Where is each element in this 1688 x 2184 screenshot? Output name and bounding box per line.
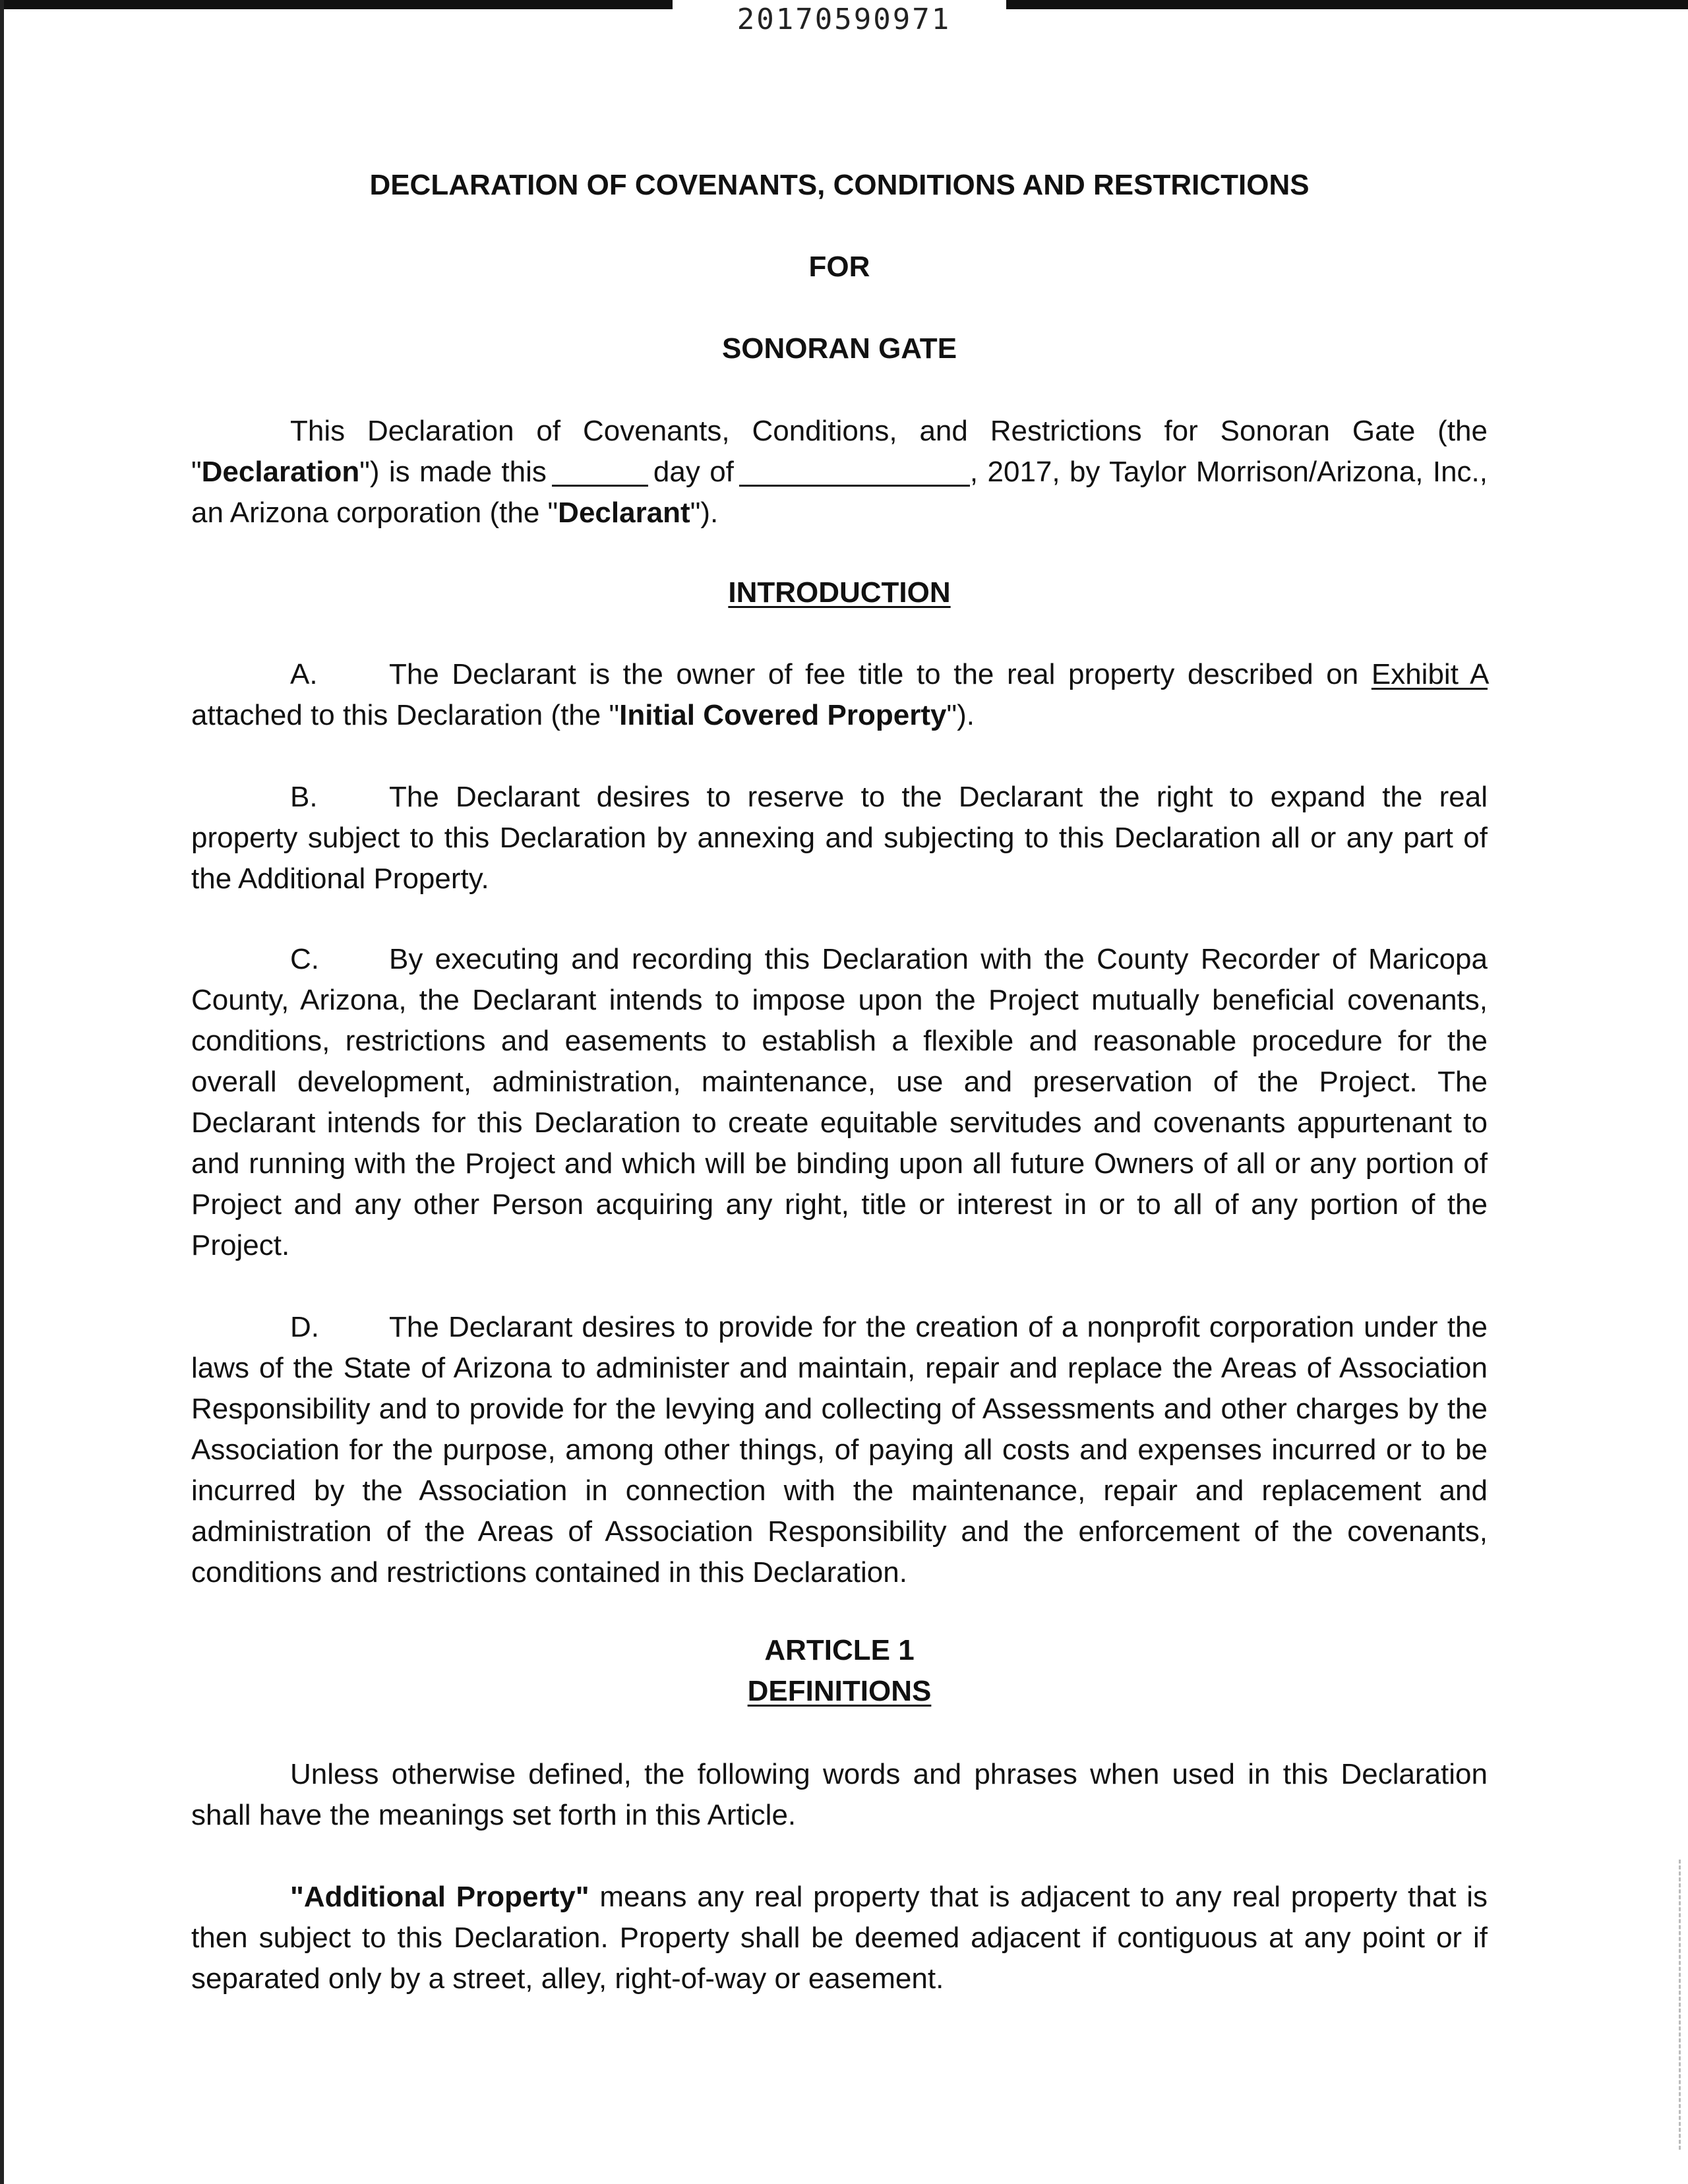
recital-text: The Declarant is the owner of fee title to the real property described on (389, 658, 1359, 690)
definitions-intro (191, 1754, 1488, 1836)
definitions-heading-text: DEFINITIONS (747, 1675, 932, 1707)
preamble-text: This Declaration of Covenants, Conditions, and Restrictions for Sonoran Gate (the " (191, 415, 1488, 488)
recital-marker: D. (290, 1311, 319, 1343)
scan-border-left (0, 0, 4, 2184)
preamble-text: "). (690, 497, 719, 529)
recital-text: By executing and recording this Declaration with the County Recorder of Maricopa County, Arizona, the Declarant intends to impose upon the Project mutually beneficial covenants, conditions, restrictions and easements to establish a flexible and reasonable procedure for the overall development, administration, maintenance, use and preservation of the Project. The Declarant intends for this Declaration to create equitable servitudes and covenants appurtenant to and running with the Project and which will be binding upon all future Owners of all or any portion of Project and any other Person acquiring any right, title or interest in or to all of any portion of the Project. (191, 943, 1488, 1261)
definition-text: means any real property that is adjacent to any real property that is then subject to this Declaration. Property shall be deemed adjacent if contiguous at any point or if separated only by a street, alley, right-of-way or easement. (191, 1881, 1488, 1995)
defined-term-declaration: Declaration (201, 456, 360, 488)
defined-term-declarant: Declarant (558, 497, 690, 529)
recording-number: 20170590971 (737, 3, 951, 36)
preamble-text: , 2017, by Taylor Morrison/Arizona, Inc., an Arizona corporation (the " (191, 456, 1488, 529)
preamble-text: ") is made this (359, 456, 547, 488)
definition-additional-property (191, 1877, 1488, 1999)
definitions-intro-text: Unless otherwise defined, the following words and phrases when used in this Declaration shall have the meanings set forth in this Article. (191, 1758, 1488, 1831)
introduction-heading-text: INTRODUCTION (728, 576, 951, 609)
document-title: DECLARATION OF COVENANTS, CONDITIONS AND RESTRICTIONS (369, 169, 1310, 201)
recital-c (191, 939, 1488, 1266)
defined-term-initial-covered-property: Initial Covered Property (619, 699, 947, 731)
recital-text: "). (946, 699, 975, 731)
defined-term-additional-property: "Additional Property" (290, 1881, 589, 1913)
recital-text: The Declarant desires to provide for the creation of a nonprofit corporation under the laws of the State of Arizona to administer and maintain, repair and replace the Areas of Association Responsibility and to provide for the levying and collecting of Assessments and other charges by the Association for the purpose, among other things, of paying all costs and expenses incurred or to be incurred by the Association in connection with the maintenance, repair and replacement and administration of the Areas of Association Responsibility and the enforcement of the covenants, conditions and restrictions contained in this Declaration. (191, 1311, 1488, 1589)
article-1-heading: ARTICLE 1 (764, 1634, 915, 1666)
document-title-subject: SONORAN GATE (721, 332, 957, 365)
recital-marker: C. (290, 943, 319, 975)
recital-text: The Declarant desires to reserve to the Declarant the right to expand the real property subject to this Declaration by annexing and subjecting to this Declaration all or any part of the Additional Property. (191, 781, 1488, 895)
recital-marker: B. (290, 781, 318, 813)
recital-marker: A. (290, 658, 318, 690)
exhibit-a-reference: Exhibit A (1371, 658, 1488, 690)
article-1-subheading (191, 1671, 1488, 1712)
recital-text: attached to this Declaration (the " (191, 699, 620, 731)
preamble-text: day of (653, 456, 734, 488)
scan-edge-marks (1679, 1860, 1683, 2150)
scan-border-top-left (0, 0, 673, 9)
recital-a (191, 654, 1488, 736)
blank-month-field (739, 458, 970, 487)
recital-b (191, 777, 1488, 899)
document-title-for: FOR (808, 251, 870, 283)
preamble-paragraph (191, 411, 1488, 533)
recital-d (191, 1307, 1488, 1593)
scan-border-top-right (1006, 0, 1688, 9)
blank-day-field (552, 458, 648, 487)
introduction-heading (191, 572, 1488, 613)
